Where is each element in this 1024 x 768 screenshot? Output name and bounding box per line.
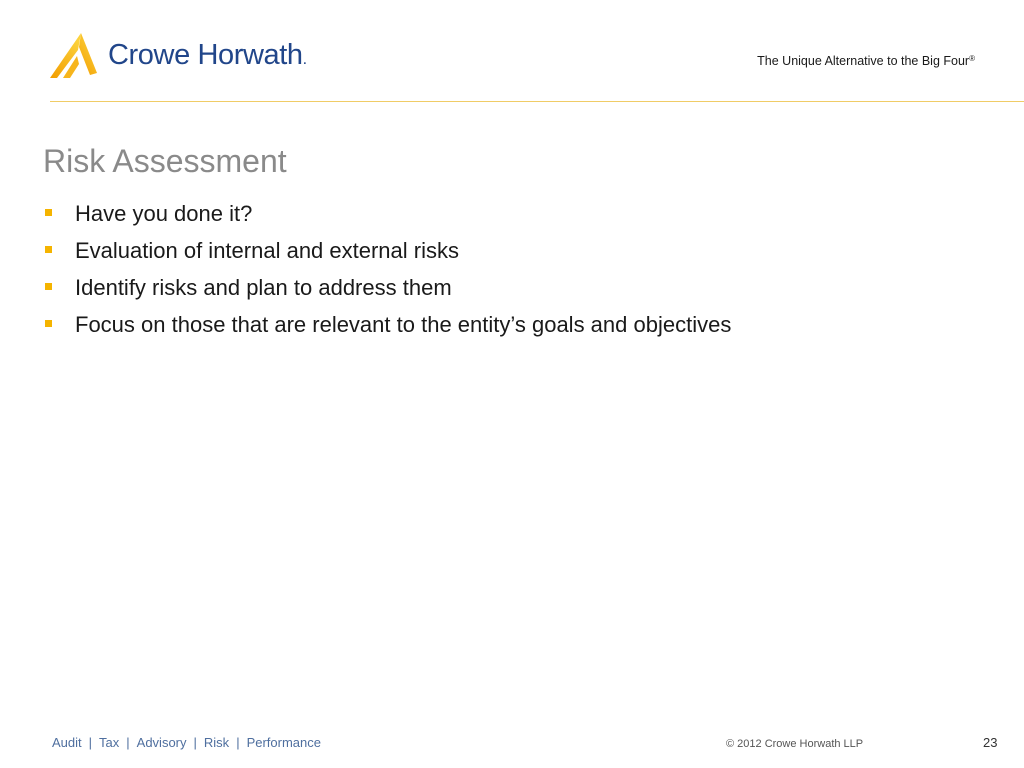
square-bullet-icon bbox=[45, 283, 52, 290]
bullet-item bbox=[0, 195, 1000, 232]
service-line: Tax bbox=[99, 735, 120, 750]
footer-separator: | bbox=[193, 735, 197, 750]
bullet-item bbox=[0, 232, 1000, 269]
tagline-text: The Unique Alternative to the Big Four bbox=[757, 54, 970, 68]
page-number: 23 bbox=[983, 735, 998, 750]
service-line: Performance bbox=[246, 735, 321, 750]
bullet-text: Have you done it? bbox=[75, 201, 253, 226]
footer-service-lines bbox=[52, 735, 321, 751]
service-line: Risk bbox=[203, 735, 230, 750]
flame-logo-graphic bbox=[50, 33, 98, 79]
logo-brand-name: Crowe Horwath bbox=[108, 39, 303, 71]
logo-brand-mark: . bbox=[302, 51, 308, 68]
footer-separator: | bbox=[126, 735, 130, 750]
tagline bbox=[757, 53, 975, 69]
logo-wordmark bbox=[108, 38, 307, 77]
square-bullet-icon bbox=[45, 209, 52, 216]
slide-title: Risk Assessment bbox=[43, 143, 287, 179]
square-bullet-icon bbox=[45, 320, 52, 327]
bullet-text: Focus on those that are relevant to the entity’s goals and objectives bbox=[75, 312, 732, 337]
service-line: Advisory bbox=[136, 735, 187, 750]
copyright: © 2012 Crowe Horwath LLP bbox=[726, 738, 864, 750]
bullet-item bbox=[0, 306, 1000, 343]
header-divider bbox=[50, 101, 1024, 102]
bullet-item bbox=[0, 269, 1000, 306]
square-bullet-icon bbox=[45, 246, 52, 253]
footer-separator: | bbox=[88, 735, 93, 750]
bullet-text: Evaluation of internal and external risks bbox=[75, 238, 459, 263]
footer-separator: | bbox=[236, 735, 240, 750]
service-line: Audit bbox=[52, 735, 82, 750]
registered-mark: ® bbox=[969, 54, 975, 63]
bullet-text: Identify risks and plan to address them bbox=[75, 275, 452, 300]
flame-logo-icon bbox=[50, 33, 98, 79]
bullet-list bbox=[0, 195, 1000, 343]
